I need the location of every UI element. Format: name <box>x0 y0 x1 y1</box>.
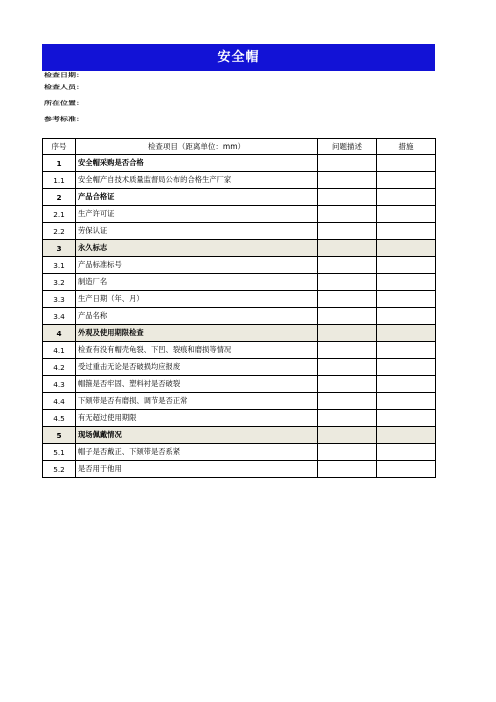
row-measure-cell[interactable] <box>377 410 436 427</box>
row-number: 4.2 <box>43 359 76 376</box>
row-number: 3 <box>43 240 76 257</box>
row-measure-cell[interactable] <box>377 461 436 478</box>
row-number: 3.3 <box>43 291 76 308</box>
row-measure-cell[interactable] <box>377 291 436 308</box>
row-measure-cell[interactable] <box>377 342 436 359</box>
row-problem-cell[interactable] <box>318 427 377 444</box>
row-item: 生产许可证 <box>76 206 318 223</box>
row-problem-cell[interactable] <box>318 461 377 478</box>
row-measure-cell[interactable] <box>377 155 436 172</box>
row-problem-cell[interactable] <box>318 291 377 308</box>
row-problem-cell[interactable] <box>318 257 377 274</box>
checklist-sheet <box>42 44 435 478</box>
row-measure-cell[interactable] <box>377 257 436 274</box>
table-row <box>43 206 436 223</box>
row-number: 3.4 <box>43 308 76 325</box>
table-row <box>43 342 436 359</box>
row-number: 4.4 <box>43 393 76 410</box>
row-item: 检查有没有帽壳龟裂、下凹、裂痕和磨损等情况 <box>76 342 318 359</box>
row-problem-cell[interactable] <box>318 393 377 410</box>
row-item: 受过重击无论是否破损均应报废 <box>76 359 318 376</box>
row-item: 安全帽采购是否合格 <box>76 155 318 172</box>
table-row <box>43 189 436 206</box>
row-item: 帽子是否戴正、下颏带是否系紧 <box>76 444 318 461</box>
row-item: 安全帽产自技术质量监督局公布的合格生产厂家 <box>76 172 318 189</box>
row-number: 3.2 <box>43 274 76 291</box>
table-row <box>43 223 436 240</box>
row-measure-cell[interactable] <box>377 427 436 444</box>
row-number: 5.1 <box>43 444 76 461</box>
table-row <box>43 410 436 427</box>
row-problem-cell[interactable] <box>318 359 377 376</box>
row-number: 4 <box>43 325 76 342</box>
row-measure-cell[interactable] <box>377 223 436 240</box>
row-problem-cell[interactable] <box>318 410 377 427</box>
row-problem-cell[interactable] <box>318 240 377 257</box>
row-number: 1 <box>43 155 76 172</box>
row-number: 2 <box>43 189 76 206</box>
table-header-row <box>43 139 436 155</box>
row-item: 永久标志 <box>76 240 318 257</box>
row-number: 4.5 <box>43 410 76 427</box>
header-no: 序号 <box>43 139 76 155</box>
meta-reference-standard: 参考标准： <box>44 116 84 123</box>
row-measure-cell[interactable] <box>377 444 436 461</box>
header-measure: 措施 <box>377 139 436 155</box>
row-number: 4.1 <box>43 342 76 359</box>
table-row <box>43 257 436 274</box>
row-measure-cell[interactable] <box>377 376 436 393</box>
table-row <box>43 325 436 342</box>
row-number: 5.2 <box>43 461 76 478</box>
row-problem-cell[interactable] <box>318 206 377 223</box>
meta-inspection-date: 检查日期： <box>44 72 84 79</box>
row-measure-cell[interactable] <box>377 274 436 291</box>
row-measure-cell[interactable] <box>377 308 436 325</box>
row-item: 产品名称 <box>76 308 318 325</box>
row-problem-cell[interactable] <box>318 325 377 342</box>
row-measure-cell[interactable] <box>377 325 436 342</box>
row-problem-cell[interactable] <box>318 444 377 461</box>
table-row <box>43 359 436 376</box>
table-row <box>43 240 436 257</box>
table-row <box>43 291 436 308</box>
row-item: 是否用于他用 <box>76 461 318 478</box>
row-problem-cell[interactable] <box>318 155 377 172</box>
row-measure-cell[interactable] <box>377 359 436 376</box>
row-item: 下颏带是否有磨损、调节是否正常 <box>76 393 318 410</box>
row-number: 3.1 <box>43 257 76 274</box>
row-measure-cell[interactable] <box>377 172 436 189</box>
row-measure-cell[interactable] <box>377 189 436 206</box>
header-item: 检查项目（距离单位：mm） <box>76 139 318 155</box>
meta-location: 所在位置： <box>44 100 84 107</box>
row-measure-cell[interactable] <box>377 240 436 257</box>
row-item: 生产日期（年、月） <box>76 291 318 308</box>
table-row <box>43 376 436 393</box>
row-item: 产品合格证 <box>76 189 318 206</box>
row-measure-cell[interactable] <box>377 393 436 410</box>
row-item: 产品标准标号 <box>76 257 318 274</box>
meta-block <box>42 71 435 138</box>
row-number: 4.3 <box>43 376 76 393</box>
row-problem-cell[interactable] <box>318 274 377 291</box>
row-item: 帽箍是否牢固、塑料衬是否破裂 <box>76 376 318 393</box>
row-problem-cell[interactable] <box>318 376 377 393</box>
table-row <box>43 155 436 172</box>
row-problem-cell[interactable] <box>318 308 377 325</box>
table-row <box>43 172 436 189</box>
meta-inspector: 检查人员： <box>44 84 84 91</box>
row-problem-cell[interactable] <box>318 172 377 189</box>
row-item: 外观及使用期限检查 <box>76 325 318 342</box>
table-row <box>43 461 436 478</box>
table-row <box>43 444 436 461</box>
row-item: 现场佩戴情况 <box>76 427 318 444</box>
row-item: 有无超过使用期限 <box>76 410 318 427</box>
row-number: 2.1 <box>43 206 76 223</box>
row-item: 制造厂名 <box>76 274 318 291</box>
row-problem-cell[interactable] <box>318 189 377 206</box>
sheet-title: 安全帽 <box>42 44 435 71</box>
row-number: 1.1 <box>43 172 76 189</box>
table-row <box>43 274 436 291</box>
row-number: 2.2 <box>43 223 76 240</box>
row-problem-cell[interactable] <box>318 223 377 240</box>
row-item: 劳保认证 <box>76 223 318 240</box>
header-problem: 问题描述 <box>318 139 377 155</box>
checklist-table <box>42 138 436 478</box>
table-row <box>43 393 436 410</box>
row-number: 5 <box>43 427 76 444</box>
row-measure-cell[interactable] <box>377 206 436 223</box>
table-row <box>43 427 436 444</box>
row-problem-cell[interactable] <box>318 342 377 359</box>
table-row <box>43 308 436 325</box>
